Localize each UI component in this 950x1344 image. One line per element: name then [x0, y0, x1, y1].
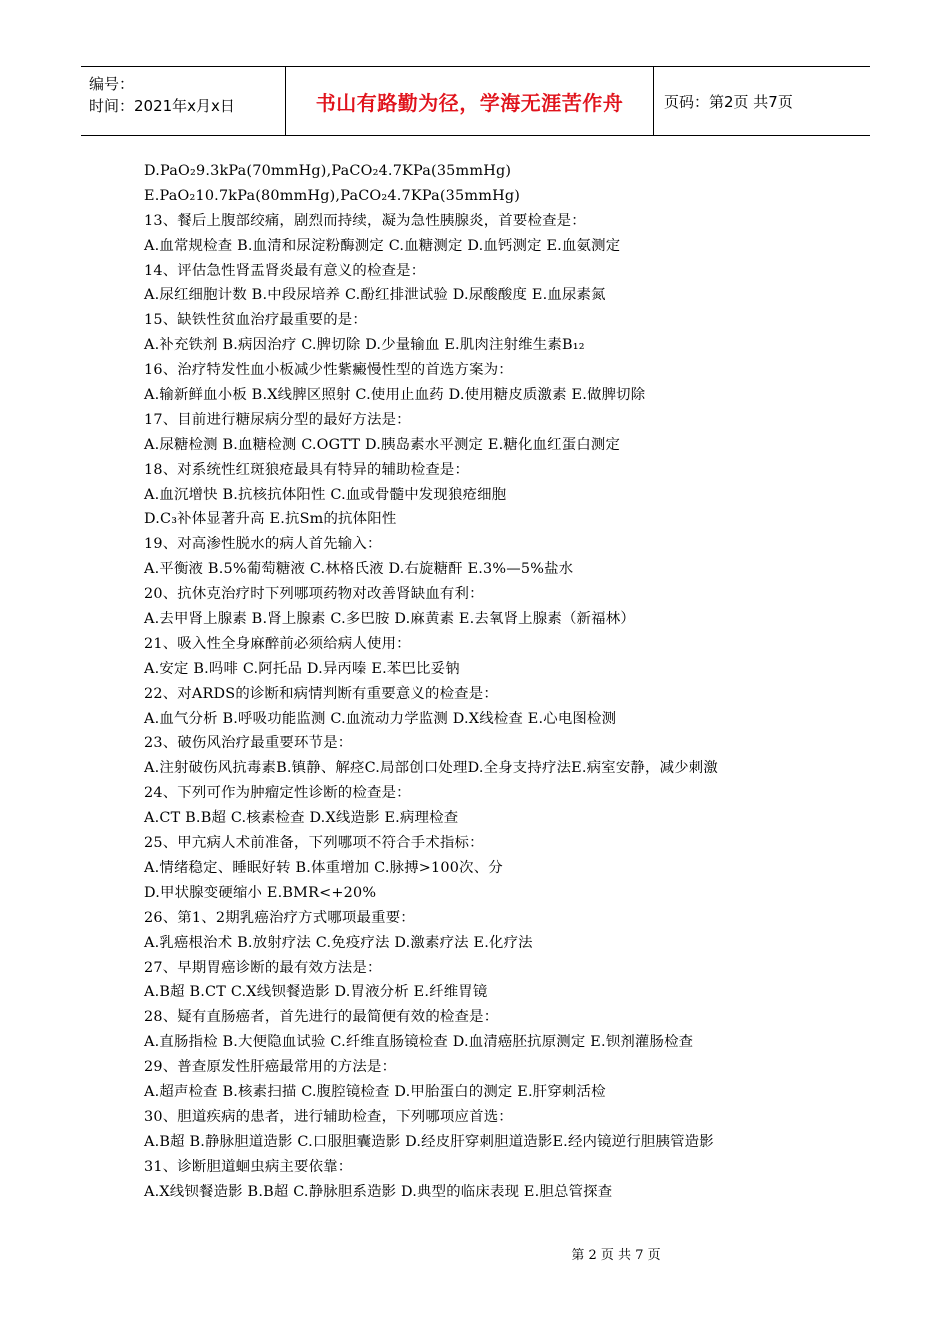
- options-22: A.血气分析 B.呼吸功能监测 C.血流动力学监测 D.X线检查 E.心电图检测: [144, 710, 617, 727]
- header-motto-cell: [286, 67, 654, 135]
- options-29: A.超声检查 B.核素扫描 C.腹腔镜检查 D.甲胎蛋白的测定 E.肝穿刺活检: [144, 1083, 606, 1100]
- options-20: A.去甲肾上腺素 B.肾上腺素 C.多巴胺 D.麻黄素 E.去氧肾上腺素（新福林）: [144, 611, 635, 628]
- question-18: 18、对系统性红斑狼疮最具有特异的辅助检查是：: [144, 461, 470, 478]
- header-page-label: 页码：第2页 共7页: [664, 92, 793, 111]
- page-footer: [0, 1244, 950, 1263]
- options-24: A.CT B.B超 C.核素检查 D.X线造影 E.病理检查: [144, 810, 459, 827]
- question-16: 16、治疗特发性血小板减少性紫癜慢性型的首选方案为：: [144, 362, 513, 379]
- options-23: A.注射破伤风抗毒素B.镇静、解痉C.局部创口处理D.全身支持疗法E.病室安静，减少刺激: [144, 760, 718, 777]
- options-19: A.平衡液 B.5%葡萄糖液 C.林格氏液 D.右旋糖酐 E.3%—5%盐水: [144, 561, 574, 578]
- question-26: 26、第1、2期乳癌治疗方式哪项最重要：: [144, 909, 415, 926]
- footer-page-number: 第 2 页 共 7 页: [571, 1248, 661, 1263]
- page-header: [81, 66, 870, 136]
- text-line: D.PaO₂9.3kPa(70mmHg),PaCO₂4.7KPa(35mmHg): [144, 163, 512, 179]
- document-number-label: 编号：: [89, 75, 135, 93]
- question-29: 29、普查原发性肝癌最常用的方法是：: [144, 1059, 397, 1076]
- question-17: 17、目前进行糖尿病分型的最好方法是：: [144, 411, 411, 428]
- question-28: 28、疑有直肠癌者，首先进行的最简便有效的检查是：: [144, 1009, 499, 1026]
- options-26: A.乳癌根治术 B.放射疗法 C.免疫疗法 D.激素疗法 E.化疗法: [144, 934, 533, 951]
- options-31: A.X线钡餐造影 B.B超 C.静脉胆系造影 D.典型的临床表现 E.胆总管探查: [144, 1183, 613, 1200]
- options-16: A.输新鲜血小板 B.X线脾区照射 C.使用止血药 D.使用糖皮质激素 E.做脾切除: [144, 387, 646, 404]
- question-24: 24、下列可作为肿瘤定性诊断的检查是：: [144, 785, 411, 802]
- header-page-cell: [654, 67, 870, 135]
- options-14: A.尿红细胞计数 B.中段尿培养 C.酚红排泄试验 D.尿酸酸度 E.血尿素氮: [144, 287, 606, 304]
- options-18-cont: D.C₃补体显著升高 E.抗Sm的抗体阳性: [144, 511, 397, 528]
- options-15: A.补充铁剂 B.病因治疗 C.脾切除 D.少量输血 E.肌肉注射维生素B₁₂: [144, 337, 585, 354]
- question-19: 19、对高渗性脱水的病人首先输入：: [144, 536, 382, 553]
- options-17: A.尿糖检测 B.血糖检测 C.OGTT D.胰岛素水平测定 E.糖化血红蛋白测定: [144, 436, 621, 453]
- document-time-label: 时间：2021年x月x日: [89, 97, 235, 115]
- question-22: 22、对ARDS的诊断和病情判断有重要意义的检查是：: [144, 685, 498, 702]
- question-text-body: [144, 159, 810, 1204]
- question-25: 25、甲亢病人术前准备，下列哪项不符合手术指标：: [144, 835, 484, 852]
- options-27: A.B超 B.CT C.X线钡餐造影 D.胃液分析 E.纤维胃镜: [144, 984, 488, 1001]
- question-14: 14、评估急性肾盂肾炎最有意义的检查是：: [144, 262, 426, 279]
- options-30: A.B超 B.静脉胆道造影 C.口服胆囊造影 D.经皮肝穿刺胆道造影E.经内镜逆行胆胰管造影: [144, 1133, 714, 1150]
- header-motto: 书山有路勤为径，学海无涯苦作舟: [315, 90, 624, 115]
- question-13: 13、餐后上腹部绞痛，剧烈而持续，凝为急性胰腺炎，首要检查是：: [144, 212, 586, 229]
- question-23: 23、破伤风治疗最重要环节是：: [144, 735, 353, 752]
- question-21: 21、吸入性全身麻醉前必须给病人使用：: [144, 635, 411, 652]
- question-15: 15、缺铁性贫血治疗最重要的是：: [144, 312, 367, 329]
- header-info-cell: [81, 67, 286, 135]
- options-21: A.安定 B.吗啡 C.阿托品 D.异丙嗪 E.苯巴比妥钠: [144, 660, 460, 677]
- question-27: 27、早期胃癌诊断的最有效方法是：: [144, 959, 382, 976]
- options-13: A.血常规检查 B.血清和尿淀粉酶测定 C.血糖测定 D.血钙测定 E.血氨测定: [144, 237, 621, 254]
- question-31: 31、诊断胆道蛔虫病主要依靠：: [144, 1158, 353, 1175]
- question-20: 20、抗休克治疗时下列哪项药物对改善肾缺血有利：: [144, 586, 484, 603]
- question-30: 30、胆道疾病的患者，进行辅助检查，下列哪项应首选：: [144, 1108, 513, 1125]
- options-18: A.血沉增快 B.抗核抗体阳性 C.血或骨髓中发现狼疮细胞: [144, 486, 507, 503]
- text-line: E.PaO₂10.7kPa(80mmHg),PaCO₂4.7KPa(35mmHg): [144, 187, 521, 204]
- options-25-cont: D.甲状腺变硬缩小 E.BMR<+20%: [144, 884, 377, 901]
- options-25: A.情绪稳定、睡眠好转 B.体重增加 C.脉搏>100次、分: [144, 859, 503, 876]
- options-28: A.直肠指检 B.大便隐血试验 C.纤维直肠镜检查 D.血清癌胚抗原测定 E.钡剂灌肠检查: [144, 1034, 694, 1051]
